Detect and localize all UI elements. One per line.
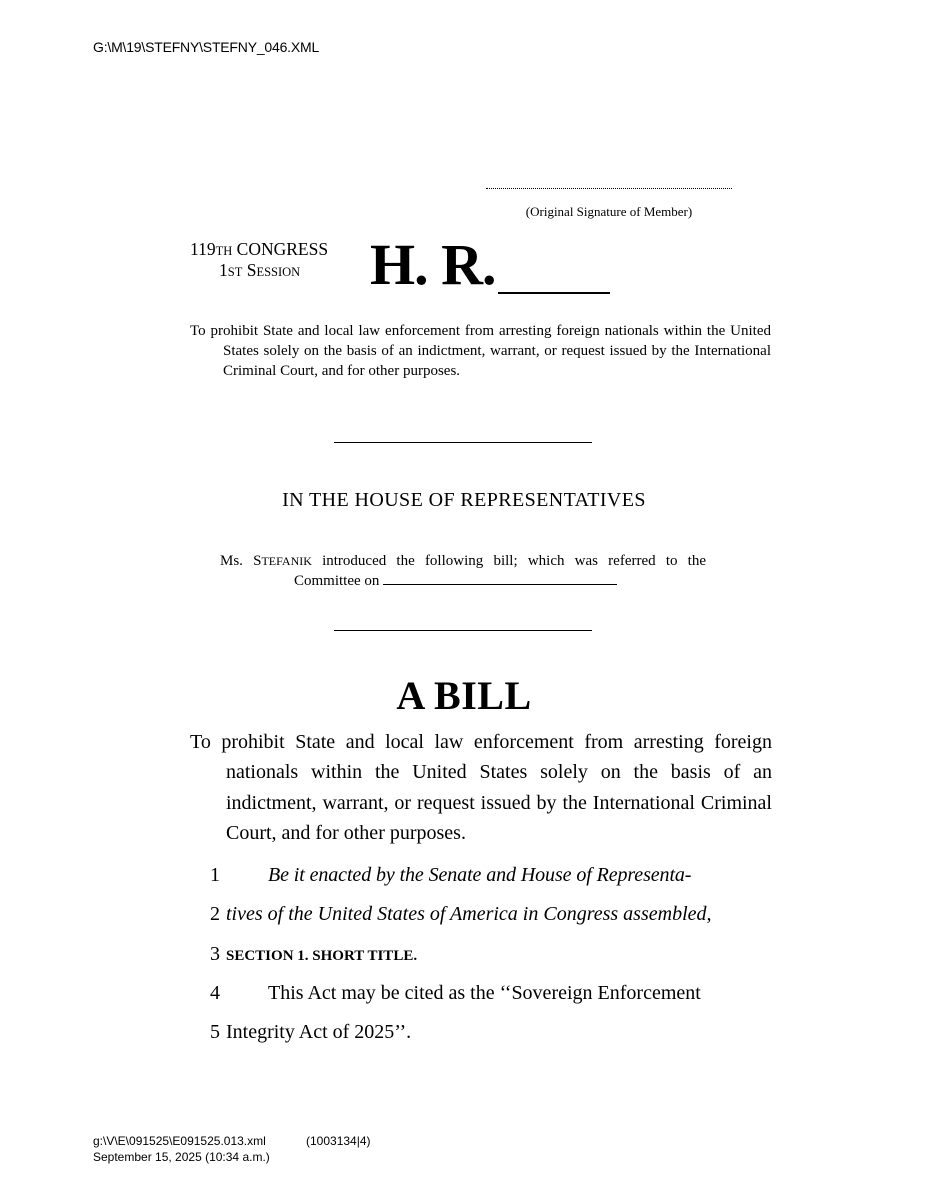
signature-line <box>486 176 732 189</box>
line-number: 4 <box>210 982 220 1004</box>
footer-path: g:\V\E\091525\E091525.013.xml <box>93 1134 266 1148</box>
divider-rule <box>334 630 592 631</box>
congress-line <box>190 240 328 261</box>
congress-word: CONGRESS <box>236 239 329 259</box>
long-title: To prohibit State and local law enforcement from arresting foreign nationals within the United States solely on the basis of an indictment, warrant, or request issued by the International Criminal Court, and for other purposes. <box>190 731 772 845</box>
session-suffix: ST <box>227 265 243 279</box>
divider-rule <box>334 442 592 443</box>
sponsor-name: STEFANIK <box>253 553 312 569</box>
short-title-line-1: This Act may be cited as the ‘‘Sovereign Enforcement <box>268 982 701 1004</box>
line-number: 5 <box>210 1021 220 1043</box>
enacting-clause-line-2: tives of the United States of America in Congress assembled, <box>226 903 712 925</box>
footer-id: (1003134|4) <box>306 1134 371 1148</box>
committee-blank <box>383 584 617 585</box>
section-heading: SECTION 1. SHORT TITLE. <box>226 948 418 964</box>
congress-number-suffix: TH <box>215 244 233 258</box>
footer-date: September 15, 2025 (10:34 a.m.) <box>93 1150 270 1164</box>
short-title-line-2: Integrity Act of 2025’’. <box>226 1021 412 1043</box>
line-number: 2 <box>210 903 220 925</box>
signature-caption: (Original Signature of Member) <box>525 204 693 219</box>
enacting-clause-line-1: Be it enacted by the Senate and House of Representa- <box>268 864 692 886</box>
bill-designation: H. R. <box>370 232 496 297</box>
sponsor-title: Ms. <box>220 553 243 569</box>
bill-number-blank <box>498 292 610 294</box>
bill-summary: To prohibit State and local law enforcement from arresting foreign nationals within the United States solely on the basis of an indictment, warrant, or request issued by the International Criminal Court, and for other purposes. <box>190 323 771 379</box>
line-number: 1 <box>210 864 220 886</box>
introduction-line-2 <box>220 571 706 591</box>
session-word: SESSION <box>246 260 301 280</box>
bill-heading: A BILL <box>396 673 532 718</box>
session-number: 1 <box>219 260 228 280</box>
introduction-line-1 <box>220 551 706 571</box>
committee-label: Committee on <box>294 573 380 589</box>
congress-session <box>190 240 328 282</box>
introduction-statement <box>220 551 706 591</box>
chamber-heading: IN THE HOUSE OF REPRESENTATIVES <box>282 489 646 511</box>
line-number: 3 <box>210 943 220 965</box>
session-line <box>190 261 328 282</box>
congress-number: 119 <box>190 239 216 259</box>
introduction-text: introduced the following bill; which was referred to the <box>322 553 706 569</box>
file-path: G:\M\19\STEFNY\STEFNY_046.XML <box>93 39 320 55</box>
